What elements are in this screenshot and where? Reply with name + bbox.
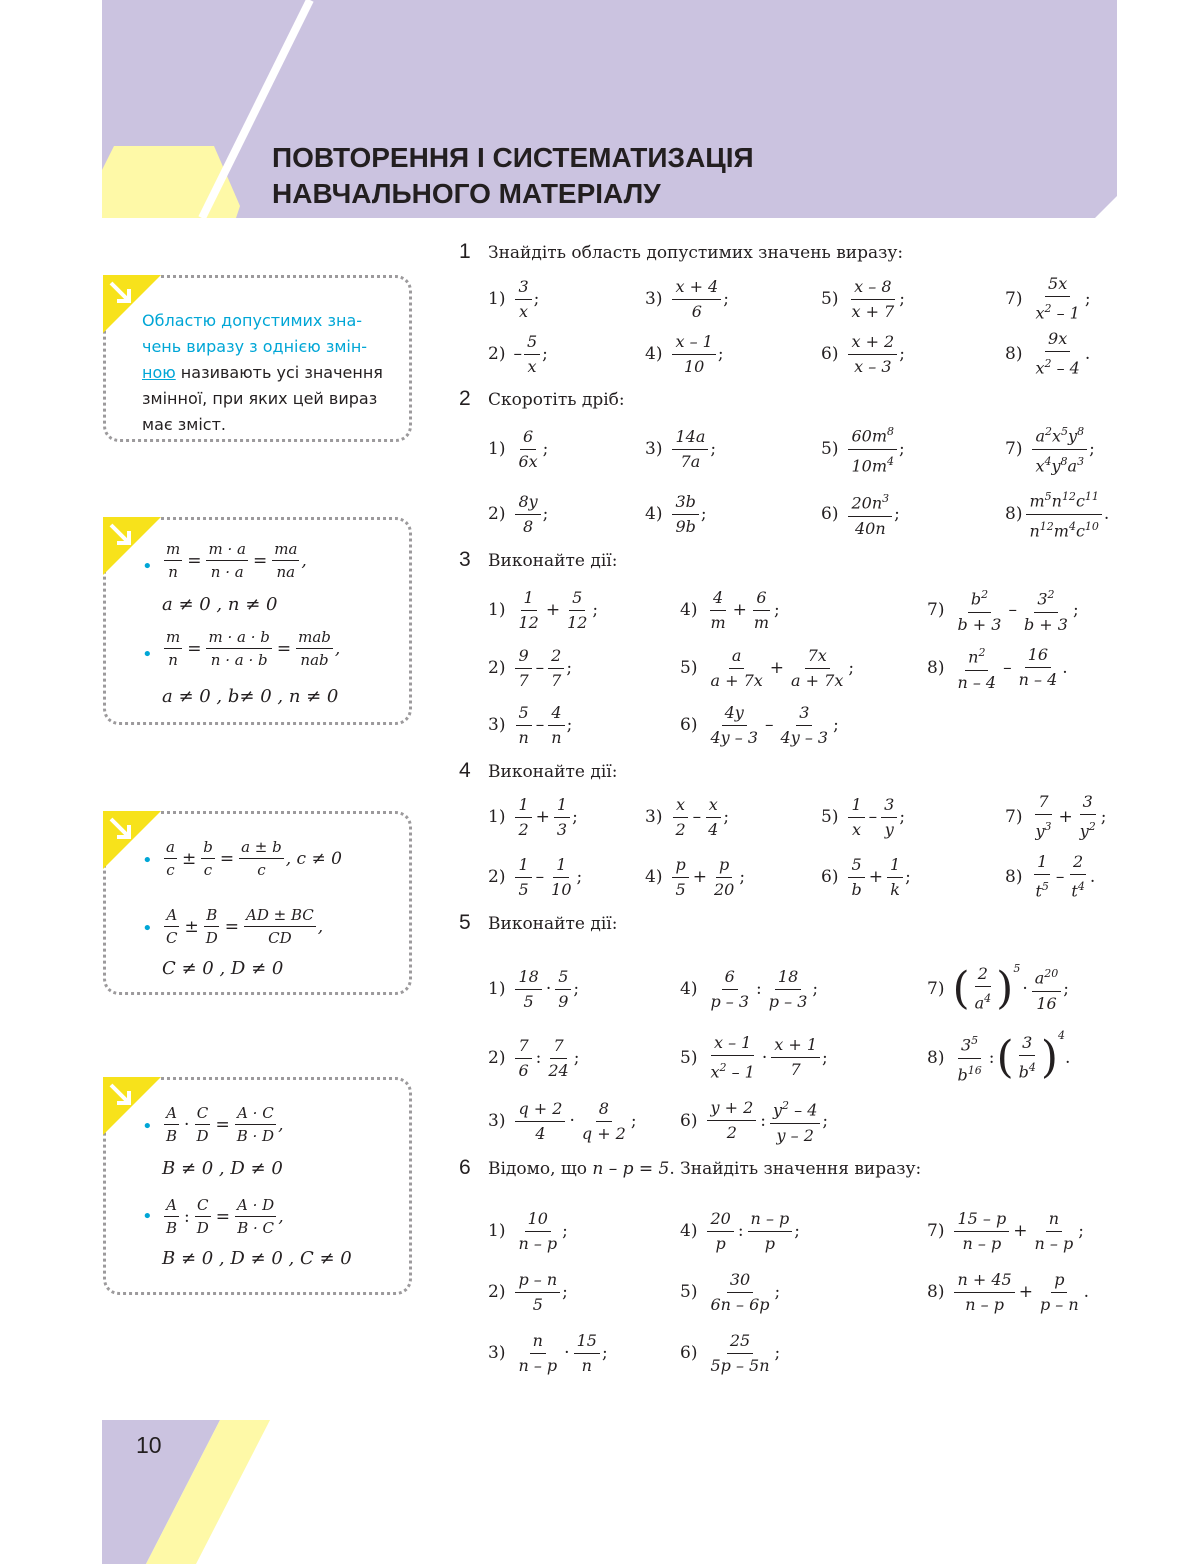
exercise: 8) 1 $t^5$ – 2 $t^4$ . <box>1005 852 1096 901</box>
exercise: 1) 18 5 · 5 9 ; <box>488 966 580 1011</box>
exercise: 7) ( 2 $a^4$ ) $^5$ · $a^{20}$ 16 ; <box>927 962 1070 1014</box>
exercise: 3) 5 n – 4 n ; <box>488 702 573 747</box>
page-title <box>272 140 754 212</box>
exercise: 6) 4y 4y – 3 – 3 4y – 3 ; <box>680 702 839 747</box>
exercise: 5) x – 8 x + 7 ; <box>821 276 905 321</box>
exercise: 7) 7 $y^3$ + $\frac{3}{y^2}$ ; <box>1005 792 1107 841</box>
page-number: 10 <box>136 1432 162 1458</box>
exercise: 8) $m^5n^{12}c^{11}$ $n^{12}m^4c^{10}$ . <box>1005 486 1109 542</box>
exercise: 8) $3^5$ $b^{16}$ : ( 3 $b^4$ ) $^4$ . <box>927 1029 1071 1084</box>
task-text: Виконайте дії: <box>488 914 618 934</box>
exercise: 7) 5x $x^2 - 1$ ; <box>1005 274 1091 323</box>
formula-4: A C ± $\frac{B}{D}$ = $\frac{AD \pm BC}{CD}$ , <box>166 906 324 947</box>
condition-1: a ≠ 0 , n ≠ 0 <box>162 594 278 615</box>
exercise: 7) $b^2$ b + 3 – $3^2$ b + 3 ; <box>927 582 1079 638</box>
footer-band <box>102 1420 272 1564</box>
exercise: 2) 8y 8 ; <box>488 491 549 536</box>
exercise: 3) x + 4 6 ; <box>645 276 729 321</box>
title-line-2: НАВЧАЛЬНОГО МАТЕРІАЛУ <box>272 178 661 209</box>
formula-1: $\frac{m}{n}$ = $\frac{m \cdot a}{n \cdot a}$ = $\frac{ma}{na}$ , <box>166 540 307 581</box>
note-multiplication <box>103 1077 412 1295</box>
exercise: 1) 6 6x ; <box>488 426 549 471</box>
task-text: Скоротіть дріб: <box>488 390 625 410</box>
exercise: 1) 1 2 + $\frac{1}{3}$ ; <box>488 794 578 839</box>
exercise: 5) x – 1 $x^2 - 1$ · x + 1 7 ; <box>680 1033 828 1082</box>
exercise: 8) n + 45 n – p + $\frac{p}{p - n}$ . <box>927 1269 1090 1314</box>
exercise: 1) 3 x ; <box>488 276 540 321</box>
task-text: Виконайте дії: <box>488 762 618 782</box>
exercise: 4) 6 p – 3 : 18 p – 3 ; <box>680 966 819 1011</box>
title-line-1: ПОВТОРЕННЯ І СИСТЕМАТИЗАЦІЯ <box>272 142 754 173</box>
task-number: 2 <box>459 387 471 410</box>
exercise: 7) $a^2x^5y^8$ $x^4y^8a^3$ ; <box>1005 421 1095 477</box>
formula-3: a c ± $\frac{b}{c}$ = $\frac{a \pm b}{c}$ , c ≠ 0 <box>166 838 342 879</box>
condition-4: C ≠ 0 , D ≠ 0 <box>162 958 284 979</box>
exercise: 3) n n – p · 15 n ; <box>488 1330 608 1375</box>
task-number: 6 <box>459 1156 471 1179</box>
condition-2: a ≠ 0 , b≠ 0 , n ≠ 0 <box>162 686 339 707</box>
definition-text: Областю допустимих зна- чень виразу з однією змін- ною називають усі значення змінної, при яких цей вираз має зміст. <box>142 311 383 434</box>
exercise: 4) p 5 + $\frac{p}{20}$ ; <box>645 854 746 899</box>
exercise: 2) p – n 5 ; <box>488 1269 568 1314</box>
exercise: 2) 9 7 – 2 7 ; <box>488 645 573 690</box>
formula-2: $\frac{m}{n}$ = $\frac{m \cdot a \cdot b}{n \cdot a \cdot b}$ = mab nab , <box>166 628 341 669</box>
exercise: 2) 7 6 : 7 24 ; <box>488 1035 580 1080</box>
arrow-corner-icon <box>103 1077 163 1137</box>
note-fraction-property <box>103 517 412 725</box>
exercise: 7) 15 – p n – p + $\frac{n}{n - p}$ ; <box>927 1208 1084 1253</box>
formula-5: A B · $\frac{C}{D}$ = $\frac{A \cdot C}{B \cdot D}$ , <box>166 1104 284 1145</box>
task-text: Відомо, що n – p = 5. Знайдіть значення виразу: <box>488 1159 922 1179</box>
bullet: • <box>142 556 153 577</box>
exercise: 3) x 2 – x 4 ; <box>645 794 730 839</box>
exercise: 5) a a + 7x + $\frac{7x}{a + 7x}$ ; <box>680 645 855 690</box>
condition-5: B ≠ 0 , D ≠ 0 <box>162 1158 283 1179</box>
exercise: 5) 1 x – 3 y ; <box>821 794 906 839</box>
arrow-corner-icon <box>103 811 163 871</box>
exercise: 6) 25 5p – 5n ; <box>680 1330 781 1375</box>
note-definition <box>103 275 412 442</box>
task-text: Виконайте дії: <box>488 551 618 571</box>
task-text: Знайдіть область допустимих значень виразу: <box>488 243 904 263</box>
bullet: • <box>142 644 153 665</box>
bullet: • <box>142 1206 153 1227</box>
exercise: 6) y + 2 2 : $y^2 - 4$ y – 2 ; <box>680 1093 828 1149</box>
task-number: 5 <box>459 911 471 934</box>
bullet: • <box>142 1116 153 1137</box>
task-number: 3 <box>459 548 471 571</box>
exercise: 8) $n^2$ n – 4 – 16 n – 4 . <box>927 640 1068 696</box>
task-number: 4 <box>459 759 471 782</box>
formula-6: A B : $\frac{C}{D}$ = $\frac{A \cdot D}{B \cdot C}$ , <box>166 1196 284 1237</box>
exercise: 4) 20 p : n – p p ; <box>680 1208 800 1253</box>
exercise: 1) 1 12 + $\frac{5}{12}$ ; <box>488 587 599 632</box>
task-number: 1 <box>459 240 471 263</box>
exercise: 1) 10 n – p ; <box>488 1208 568 1253</box>
exercise: 3) q + 2 4 · 8 q + 2 ; <box>488 1098 637 1143</box>
exercise: 5) $60m^8$ $10m^4$ ; <box>821 421 905 477</box>
note-addition <box>103 811 412 995</box>
bullet: • <box>142 918 153 939</box>
condition-6: B ≠ 0 , D ≠ 0 , C ≠ 0 <box>162 1248 352 1269</box>
exercise: 6) $20n^3$ 40n ; <box>821 486 900 542</box>
exercise: 2) 1 5 – 1 10 ; <box>488 854 583 899</box>
exercise: 8) 9x $x^2 - 4$ . <box>1005 329 1091 378</box>
exercise: 4) 4 m + $\frac{6}{m}$ ; <box>680 587 780 632</box>
exercise: 6) 5 b + $\frac{1}{k}$ ; <box>821 854 911 899</box>
exercise: 3) 14a 7a ; <box>645 426 717 471</box>
exercise: 4) x – 1 10 ; <box>645 331 724 376</box>
arrow-corner-icon <box>103 517 163 577</box>
bullet: • <box>142 850 153 871</box>
exercise: 6) x + 2 x – 3 ; <box>821 331 905 376</box>
exercise: 4) 3b 9b ; <box>645 491 707 536</box>
exercise: 2) – 5 x ; <box>488 331 548 376</box>
exercise: 5) 30 6n – 6p ; <box>680 1269 781 1314</box>
